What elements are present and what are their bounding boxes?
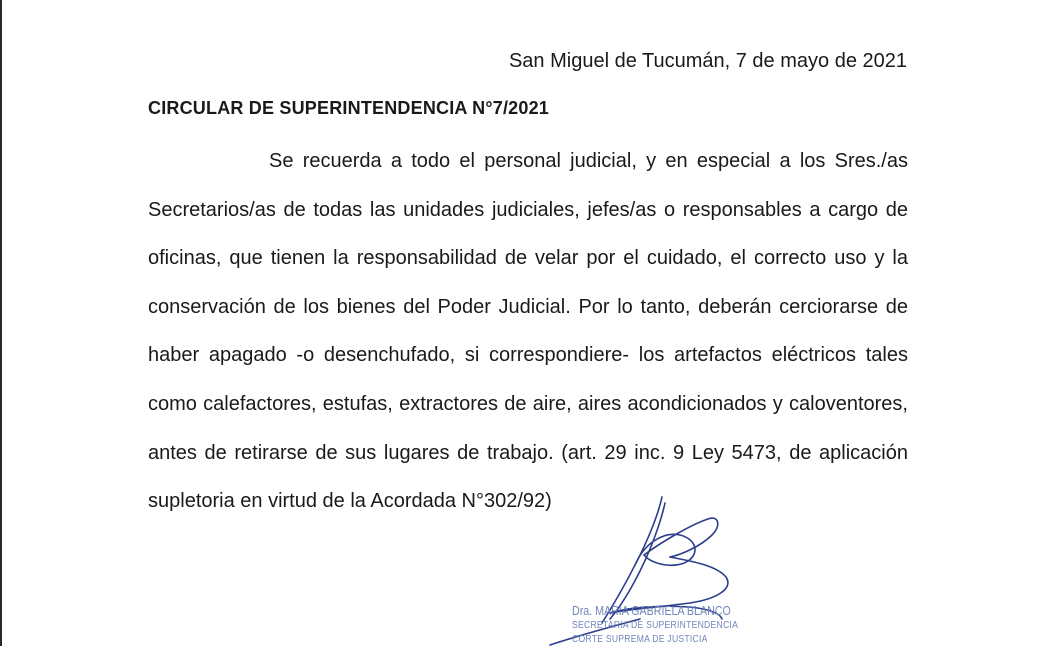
document-date: San Miguel de Tucumán, 7 de mayo de 2021 [508,50,907,72]
document-title: CIRCULAR DE SUPERINTENDENCIA N°7/2021 [148,98,550,118]
stamp-org: CORTE SUPREMA DE JUSTICIA [572,633,708,645]
page-edge [0,0,2,646]
document-body: Se recuerda a todo el personal judicial, y en especial a los Sres./as Secretarios/as de todas las unidades judiciales, jefes/as o responsables a cargo de oficinas, que tienen la responsabilidad de velar por el cuidado, el correcto uso y la conservación de los bienes del Poder Judicial. Por lo tanto, deberán cerciorarse de haber apagado -o desenchufado, si correspondiere- los artefactos eléctricos tales como calefactores, estufas, extractores de aire, aires acondicionados y caloventores, antes de retirarse de sus lugares de trabajo. (art. 29 inc. 9 Ley 5473, de aplicación supletoria en virtud de la Acordada N°302/92) [148,150,908,513]
official-stamp [572,604,738,646]
stamp-name: Dra. MARIA GABRIELA BLANCO [572,603,731,618]
stamp-role: SECRETARIA DE SUPERINTENDENCIA [572,619,739,631]
